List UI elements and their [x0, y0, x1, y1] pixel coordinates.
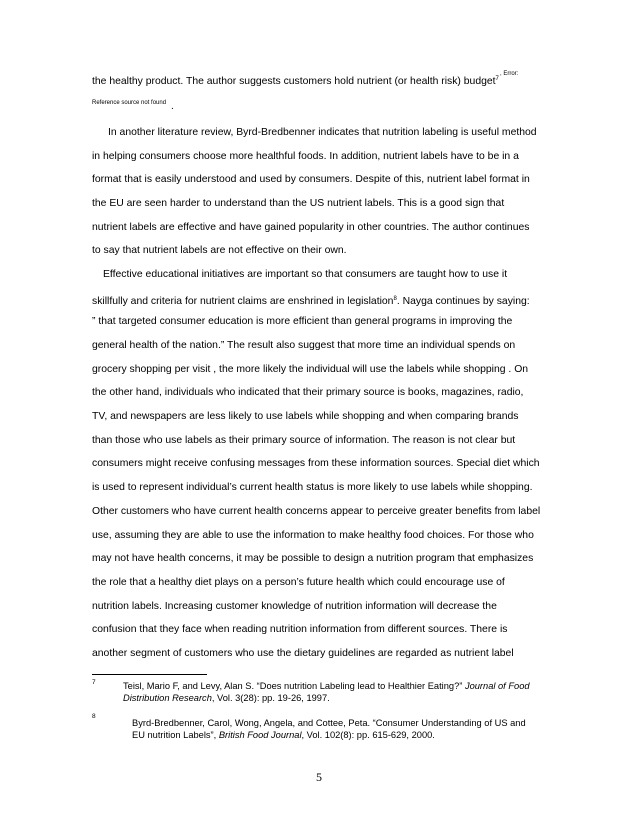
body-line-18: is used to represent individual’s current health status is more likely to use labels while shopping. [92, 482, 533, 493]
body-line-20: use, assuming they are able to use the information to make healthy food choices. For those who [92, 530, 534, 541]
body-line-06: the EU are seen harder to understand than the US nutrient labels. This is a good sign that [92, 198, 505, 209]
body-line-15: TV, and newspapers are less likely to use labels while shopping and when comparing brands [92, 411, 519, 422]
body-line-16: than those who use labels as their primary source of information. The reason is not clear but [92, 435, 516, 446]
footnote-7-line-2 [123, 693, 330, 704]
body-line-12: general health of the nation.” The result also suggest that more time an individual spends on [92, 340, 516, 351]
body-line-09: Effective educational initiatives are important so that consumers are taught how to use it [103, 269, 508, 280]
field-error-text: , Error: [500, 71, 519, 77]
body-line-13: grocery shopping per visit , the more likely the individual will use the labels while shopping . On [92, 364, 529, 375]
footnote-ref-7[interactable]: 7 [495, 76, 499, 82]
footnote-mark-7: 7 [92, 679, 96, 686]
body-line-11: ” that targeted consumer education is more efficient than general programs in improving the [92, 316, 513, 327]
footnote-mark-8: 8 [92, 713, 96, 720]
body-line-04: in helping consumers choose more healthful foods. In addition, nutrient labels have to be in a [92, 151, 519, 162]
body-line-21: may not have health concerns, it may be possible to design a nutrition program that emphasizes [92, 553, 534, 564]
footnote-text: , Vol. 3(28): pp. 19-26, 1997. [211, 693, 330, 703]
footnote-ref-8[interactable]: 8 [393, 296, 397, 302]
body-text: the healthy product. The author suggests customers hold nutrient (or health risk) budget [92, 76, 496, 87]
footnote-7-line-1 [123, 681, 530, 692]
journal-title: Distribution Research [123, 693, 212, 703]
body-line-19: Other customers who have current health concerns appear to perceive greater benefits from label [92, 506, 541, 517]
body-text: skillfully and criteria for nutrient claims are enshrined in legislation [92, 296, 394, 307]
body-line-08: to say that nutrient labels are not effective on their own. [92, 245, 347, 256]
body-line-10 [92, 293, 552, 308]
body-line-01 [92, 73, 552, 88]
body-line-25: another segment of customers who use the dietary guidelines are regarded as nutrient label [92, 648, 514, 659]
body-line-03: In another literature review, Byrd-Bredbenner indicates that nutrition labeling is useful method [108, 127, 537, 138]
body-line-14: the other hand, individuals who indicated that their primary source is books, magazines, radio, [92, 387, 524, 398]
page-number: 5 [316, 770, 322, 784]
body-line-23: nutrition labels. Increasing customer knowledge of nutrition information will decrease the [92, 601, 497, 612]
footnote-separator [92, 674, 207, 675]
body-line-17: consumers might receive confusing messages from these information sources. Special diet which [92, 458, 540, 469]
body-line-07: nutrient labels are effective and have gained popularity in other countries. The author continues [92, 222, 530, 233]
body-line-22: the role that a healthy diet plays on a person’s future health which could encourage use of [92, 577, 505, 588]
footnote-text: EU nutrition Labels”, [132, 730, 219, 740]
field-error-text-continued: Reference source not found [92, 100, 167, 106]
footnote-8-line-2 [132, 730, 435, 741]
sentence-end-period: . [171, 101, 174, 112]
footnote-8-line-1: Byrd-Bredbenner, Carol, Wong, Angela, and Cottee, Peta. “Consumer Understanding of US and [132, 718, 526, 728]
footnote-text: Teisl, Mario F, and Levy, Alan S. “Does nutrition Labeling lead to Healthier Eating?” [123, 681, 465, 691]
footnote-text: , Vol. 102(8): pp. 615-629, 2000. [301, 730, 435, 740]
journal-title: British Food Journal [218, 730, 302, 740]
journal-title: Journal of Food [464, 681, 530, 691]
body-line-24: confusion that they face when reading nutrition information from different sources. There is [92, 624, 508, 635]
body-text: . Nayga continues by saying: [396, 296, 530, 307]
body-line-05: format that is easily understood and used by consumers. Despite of this, nutrient label format in [92, 174, 530, 185]
